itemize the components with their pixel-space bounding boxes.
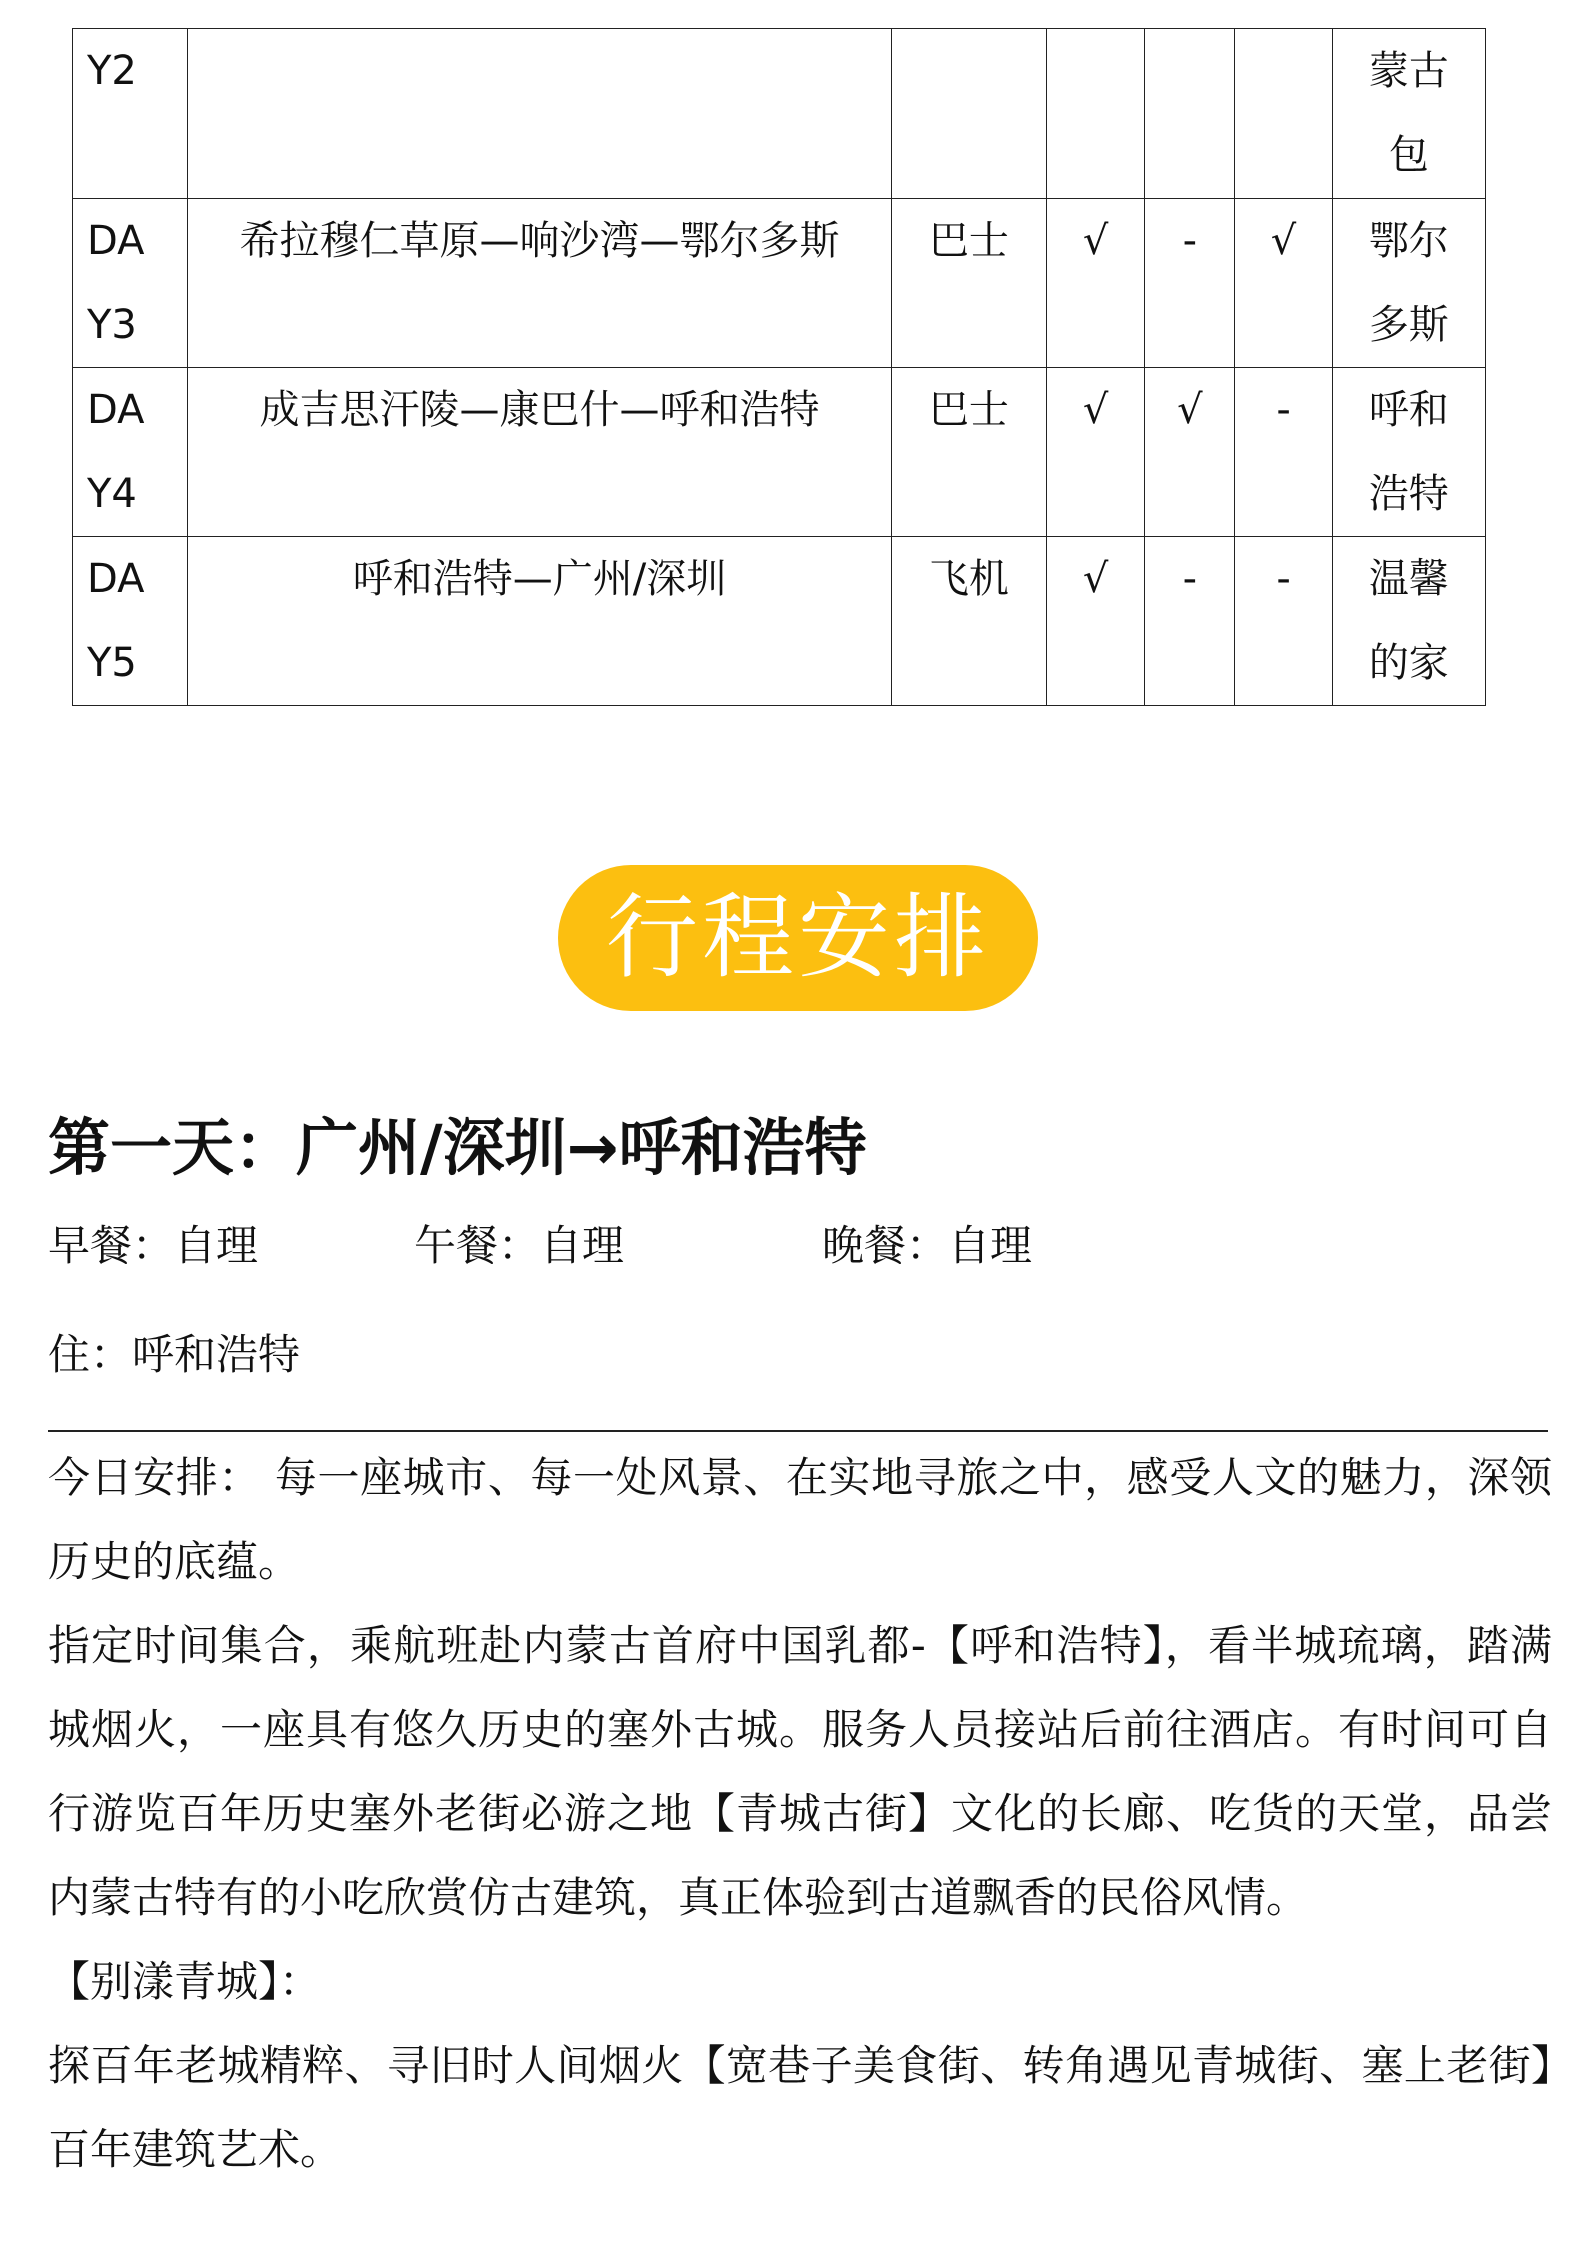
day-description xyxy=(48,1436,1552,2192)
dinner-cell: √ xyxy=(1235,199,1332,368)
table-row xyxy=(73,29,1486,199)
breakfast-info: 早餐：自理 xyxy=(48,1221,259,1270)
lunch-cell: √ xyxy=(1145,368,1235,537)
day-cell: DA Y4 xyxy=(73,368,188,537)
route-cell: 希拉穆仁草原—响沙湾—鄂尔多斯 xyxy=(188,199,891,368)
table-row xyxy=(73,368,1486,537)
dinner-cell: - xyxy=(1235,537,1332,706)
transport-cell: 飞机 xyxy=(891,537,1046,706)
stay-cell: 呼和 浩特 xyxy=(1332,368,1485,537)
lunch-cell: - xyxy=(1145,199,1235,368)
stay-cell: 蒙古 包 xyxy=(1332,29,1485,199)
stay-info: 住：呼和浩特 xyxy=(48,1330,301,1379)
paragraph: 今日安排： 每一座城市、每一处风景、在实地寻旅之中，感受人文的魅力，深领历史的底蕴。 xyxy=(48,1453,1552,1586)
route-cell: 成吉思汗陵—康巴什—呼和浩特 xyxy=(188,368,891,537)
lunch-info: 午餐：自理 xyxy=(414,1221,625,1270)
itinerary-table xyxy=(72,28,1486,706)
paragraph: 探百年老城精粹、寻旧时人间烟火【宽巷子美食街、转角遇见青城街、塞上老街】百年建筑艺术。 xyxy=(48,2041,1552,2174)
breakfast-cell: √ xyxy=(1047,537,1145,706)
stay-cell: 温馨 的家 xyxy=(1332,537,1485,706)
day-cell: DA Y5 xyxy=(73,537,188,706)
breakfast-cell: √ xyxy=(1047,199,1145,368)
dinner-cell xyxy=(1235,29,1332,199)
section-heading: 行程安排 xyxy=(605,884,990,991)
dinner-info: 晚餐：自理 xyxy=(822,1221,1033,1270)
transport-cell: 巴士 xyxy=(891,368,1046,537)
breakfast-cell: √ xyxy=(1047,368,1145,537)
lunch-cell: - xyxy=(1145,537,1235,706)
route-cell xyxy=(188,29,891,199)
transport-cell: 巴士 xyxy=(891,199,1046,368)
section-heading-badge xyxy=(558,865,1038,1011)
transport-cell xyxy=(891,29,1046,199)
day-title: 第一天：广州/深圳→呼和浩特 xyxy=(48,1111,867,1184)
route-cell: 呼和浩特—广州/深圳 xyxy=(188,537,891,706)
paragraph: 指定时间集合，乘航班赴内蒙古首府中国乳都-【呼和浩特】，看半城琉璃，踏满城烟火，一座具有悠久历史的塞外古城。服务人员接站后前往酒店。有时间可自行游览百年历史塞外老街必游之地【青城古街】文化的长廊、吃货的天堂，品尝内蒙古特有的小吃欣赏仿古建筑，真正体验到古道飘香的民俗风情。 xyxy=(48,1621,1552,1922)
lunch-cell xyxy=(1145,29,1235,199)
day-cell: DA Y3 xyxy=(73,199,188,368)
dinner-cell: - xyxy=(1235,368,1332,537)
day-cell: Y2 xyxy=(73,29,188,199)
table-row xyxy=(73,199,1486,368)
breakfast-cell xyxy=(1047,29,1145,199)
divider xyxy=(48,1430,1548,1432)
paragraph: 【别漾青城】： xyxy=(48,1957,322,2006)
table-row xyxy=(73,537,1486,706)
stay-cell: 鄂尔 多斯 xyxy=(1332,199,1485,368)
